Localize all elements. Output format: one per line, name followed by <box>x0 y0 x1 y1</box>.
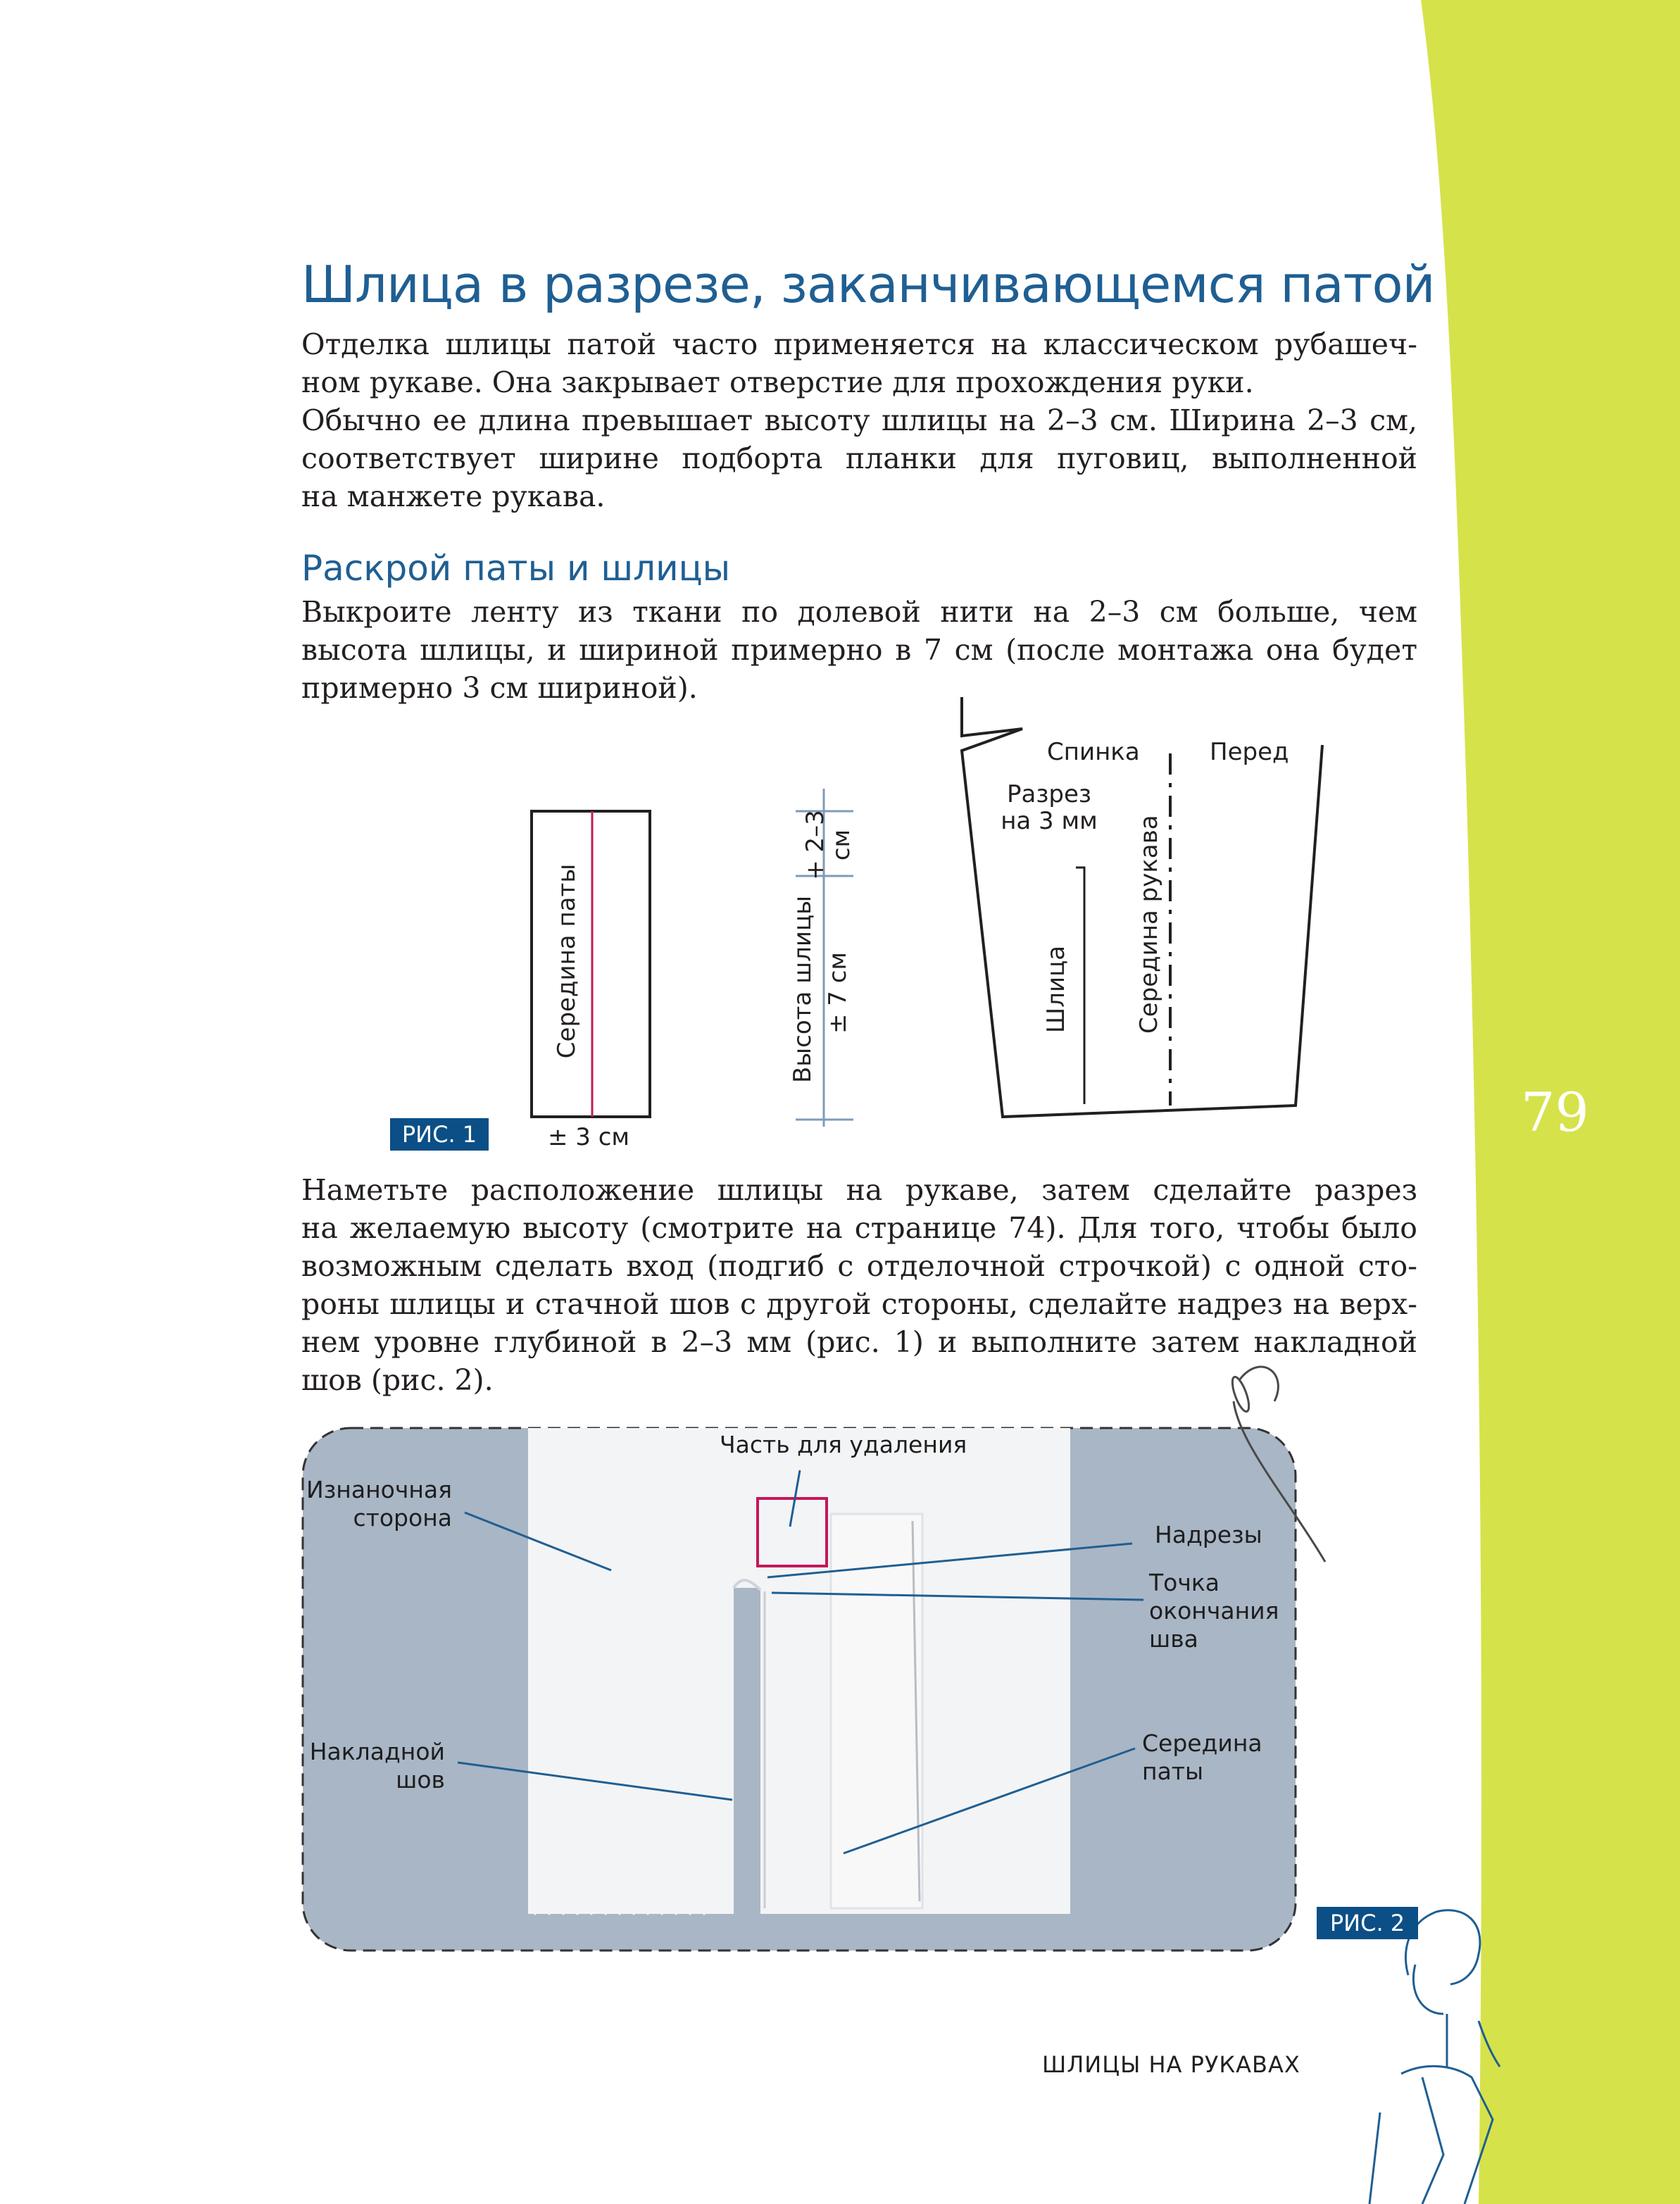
intro-line: ном рукаве. Она закрывает отверстие для прохождения руки. <box>301 365 1254 399</box>
part-to-remove-label: Часть для удаления <box>720 1431 967 1458</box>
placket-center-label-2: паты <box>1142 1758 1204 1785</box>
marking-line: шов (рис. 2). <box>301 1363 494 1397</box>
running-footer: ШЛИЦЫ НА РУКАВАХ <box>1042 2051 1300 2078</box>
figure1-tag: РИС. 1 <box>390 1118 489 1151</box>
section-title: Шлица в разрезе, заканчивающемся патой <box>301 255 1435 314</box>
intro-line: Обычно ее длина превышает высоту шлицы на 2–3 см. Ширина 2–3 см, <box>301 403 1417 437</box>
front-label: Перед <box>1210 738 1289 766</box>
marking-line: Наметьте расположение шлицы на рукаве, затем сделайте разрез <box>301 1173 1417 1207</box>
seam-end-label-3: шва <box>1149 1625 1198 1653</box>
intro-paragraph <box>301 325 1417 515</box>
cut-label-1: Разрез <box>1007 780 1091 808</box>
height-value: ± 7 см <box>824 951 852 1034</box>
strip-width-label: ± 3 см <box>548 1123 630 1151</box>
back-label: Спинка <box>1047 738 1140 766</box>
wrong-side-label-2: сторона <box>353 1504 452 1532</box>
seam-end-label-1: Точка <box>1149 1569 1220 1596</box>
overlay-seam-label-2: шов <box>396 1766 445 1793</box>
marking-line: на желаемую высоту (смотрите на странице 74). Для того, чтобы было <box>301 1211 1417 1245</box>
cutting-line: Выкроите ленту из ткани по долевой нити на 2–3 см больше, чем <box>301 595 1417 629</box>
placket-center-label-1: Середина <box>1142 1729 1262 1757</box>
cutting-line: примерно 3 см шириной). <box>301 671 698 705</box>
subsection-title: Раскрой паты и шлицы <box>301 548 731 589</box>
strip-center-label: Середина паты <box>553 863 581 1059</box>
intro-line: соответствует ширине подборта планки для пуговиц, выполненной <box>301 442 1417 475</box>
sleeve-center-label: Середина рукава <box>1135 815 1163 1034</box>
intro-line: Отделка шлицы патой часто применяется на классическом рубашеч- <box>301 327 1417 361</box>
wrong-side-label-1: Изнаночная <box>306 1476 452 1503</box>
cut-label-2: на 3 мм <box>1001 807 1098 835</box>
cutting-paragraph <box>301 593 1417 707</box>
figure2-tag: РИС. 2 <box>1317 1907 1418 1939</box>
extra-unit: см <box>827 829 855 861</box>
marking-line: возможным сделать вход (подгиб с отделочной строчкой) с одной сто- <box>301 1249 1417 1283</box>
marking-line: роны шлицы и стачной шов с другой стороны, сделайте надрез на верх- <box>301 1287 1417 1321</box>
seam-end-label-2: окончания <box>1149 1597 1279 1624</box>
extra-label: + 2–3 <box>801 810 829 880</box>
strip-drawing <box>532 811 650 1117</box>
marking-paragraph <box>301 1171 1417 1399</box>
page-number: 79 <box>1521 1081 1589 1144</box>
notches-label: Надрезы <box>1155 1521 1262 1548</box>
fashion-illustration-icon <box>1369 1910 1500 2204</box>
cutting-line: высота шлицы, и шириной примерно в 7 см (после монтажа она будет <box>301 633 1417 667</box>
intro-line: на манжете рукава. <box>301 480 606 513</box>
overlay-seam-label-1: Накладной <box>309 1738 445 1765</box>
marking-line: нем уровне глубиной в 2–3 мм (рис. 1) и выполните затем накладной <box>301 1325 1417 1359</box>
height-label: Высота шлицы <box>789 895 817 1084</box>
slit-label: Шлица <box>1042 945 1070 1034</box>
